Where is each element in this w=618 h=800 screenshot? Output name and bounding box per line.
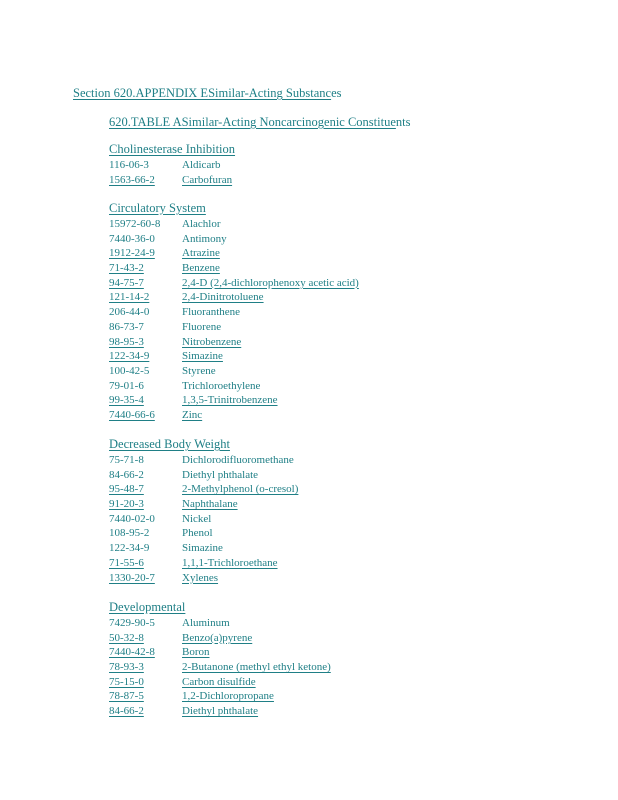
subtitle-underlined-text[interactable]: 620.TABLE ASimilar-Acting Noncarcinogenic Constitue (109, 115, 396, 129)
table-row (109, 276, 359, 291)
substance-name-link[interactable]: Boron (182, 646, 210, 659)
name-cell (182, 290, 264, 305)
substance-name-link[interactable]: 2,4-Dinitrotoluene (182, 291, 264, 304)
name-cell (182, 320, 221, 335)
cas-number-link[interactable]: 91-20-3 (109, 498, 144, 511)
cas-cell (109, 217, 182, 232)
cas-cell (109, 232, 182, 247)
table-row (109, 689, 331, 704)
substance-name-link[interactable]: 1,3,5-Trinitrobenzene (182, 394, 278, 407)
cas-cell (109, 320, 182, 335)
table-row (109, 408, 359, 423)
cas-cell (109, 556, 182, 571)
substance-name: Alachlor (182, 218, 221, 230)
cas-number: 7440-36-0 (109, 232, 155, 245)
cas-cell (109, 631, 182, 646)
substance-name: Dichlorodifluoromethane (182, 454, 294, 466)
name-cell (182, 173, 232, 188)
table-row (109, 571, 298, 586)
name-cell (182, 276, 359, 291)
cas-cell (109, 497, 182, 512)
name-cell (182, 453, 294, 468)
table-row (109, 232, 359, 247)
cas-number-link[interactable]: 78-87-5 (109, 690, 144, 703)
substance-name: Fluorene (182, 320, 222, 333)
table-row (109, 158, 235, 173)
cas-number-link[interactable]: 78-93-3 (109, 661, 144, 674)
section-heading-text: Circulatory System (109, 201, 206, 215)
cas-cell (109, 158, 182, 173)
cas-cell (109, 276, 182, 291)
table-row (109, 482, 298, 497)
name-cell (182, 497, 238, 512)
section-heading (109, 600, 331, 615)
name-cell (182, 349, 223, 364)
substance-name: Nickel (182, 512, 212, 525)
cas-number: 100-42-5 (109, 364, 150, 377)
name-cell (182, 571, 218, 586)
substance-name-link[interactable]: Benzo(a)pyrene (182, 631, 253, 644)
name-cell (182, 468, 258, 483)
cas-number: 116-06-3 (109, 159, 149, 171)
cas-cell (109, 482, 182, 497)
name-cell (182, 616, 230, 631)
name-cell (182, 335, 241, 350)
table-row (109, 675, 331, 690)
cas-cell (109, 393, 182, 408)
cas-cell (109, 335, 182, 350)
section-heading-text: Developmental (109, 600, 186, 614)
name-cell (182, 364, 216, 379)
cas-cell (109, 290, 182, 305)
section-heading (109, 201, 359, 216)
cas-number-link[interactable]: 71-43-2 (109, 262, 144, 275)
cas-cell (109, 364, 182, 379)
table-row (109, 453, 298, 468)
cas-number-link[interactable]: 1563-66-2 (109, 173, 155, 186)
cas-number-link[interactable]: 121-14-2 (109, 291, 150, 304)
cas-number-link[interactable]: 7440-42-8 (109, 646, 155, 659)
cas-number: 206-44-0 (109, 306, 150, 319)
substance-name: Simazine (182, 542, 223, 555)
section-decreased-body-weight (109, 437, 298, 585)
cas-number-link[interactable]: 94-75-7 (109, 276, 144, 289)
cas-number-link[interactable]: 1912-24-9 (109, 247, 155, 260)
substance-name-link[interactable]: Naphthalane (182, 498, 238, 511)
cas-cell (109, 571, 182, 586)
cas-cell (109, 246, 182, 261)
cas-number-link[interactable]: 84-66-2 (109, 705, 144, 718)
name-cell (182, 305, 240, 320)
section-developmental (109, 600, 331, 719)
cas-number: 79-01-6 (109, 379, 144, 392)
name-cell (182, 232, 227, 247)
cas-cell (109, 379, 182, 394)
table-row (109, 616, 331, 631)
table-row (109, 320, 359, 335)
table-row (109, 660, 331, 675)
name-cell (182, 556, 278, 571)
cas-cell (109, 541, 182, 556)
cas-number: 86-73-7 (109, 320, 144, 333)
cas-cell (109, 173, 182, 188)
cas-number: 75-71-8 (109, 454, 144, 466)
cas-cell (109, 468, 182, 483)
substance-name-link[interactable]: Carbofuran (182, 173, 233, 186)
cas-number-link[interactable]: 122-34-9 (109, 350, 150, 363)
name-cell (182, 512, 211, 527)
table-row (109, 379, 359, 394)
subtitle-rest-text: nts (395, 115, 411, 129)
substance-name: Aluminum (182, 617, 230, 629)
section-heading (109, 142, 235, 157)
table-row (109, 364, 359, 379)
table-row (109, 217, 359, 232)
cas-cell (109, 645, 182, 660)
section-cholinesterase-inhibition (109, 142, 235, 187)
cas-number: 7429-90-5 (109, 617, 155, 629)
substance-name-link[interactable]: 1,2-Dichloropropane (182, 690, 274, 703)
cas-number: 15972-60-8 (109, 218, 161, 230)
substance-name-link[interactable]: Zinc (182, 408, 203, 421)
cas-cell (109, 660, 182, 675)
table-row (109, 526, 298, 541)
name-cell (182, 158, 220, 173)
cas-number-link[interactable]: 7440-66-6 (109, 408, 155, 421)
name-cell (182, 645, 210, 660)
substance-name-link[interactable]: 2-Butanone (methyl ethyl ketone) (182, 661, 331, 674)
section-heading (109, 437, 298, 452)
cas-cell (109, 526, 182, 541)
substance-name: Phenol (182, 527, 213, 540)
cas-cell (109, 512, 182, 527)
substance-name: Styrene (182, 364, 216, 377)
title-underlined-text[interactable]: Section 620.APPENDIX ESimilar-Acting Substanc (73, 86, 332, 100)
name-cell (182, 379, 260, 394)
substance-name: Aldicarb (182, 159, 221, 171)
table-row (109, 290, 359, 305)
name-cell (182, 217, 220, 232)
cas-cell (109, 704, 182, 719)
section-circulatory-system (109, 201, 359, 423)
cas-number: 122-34-9 (109, 542, 150, 555)
name-cell (182, 631, 252, 646)
substance-name-link[interactable]: 2-Methylphenol (o-cresol) (182, 483, 299, 496)
cas-cell (109, 689, 182, 704)
substance-name-link[interactable]: 1,1,1-Trichloroethane (182, 556, 278, 569)
name-cell (182, 526, 213, 541)
table-row (109, 335, 359, 350)
table-row (109, 349, 359, 364)
table-row (109, 512, 298, 527)
cas-number-link[interactable]: 98-95-3 (109, 335, 144, 348)
table-row (109, 173, 235, 188)
cas-cell (109, 305, 182, 320)
cas-number-link[interactable]: 1330-20-7 (109, 571, 155, 584)
cas-number: 7440-02-0 (109, 512, 155, 525)
cas-cell (109, 616, 182, 631)
substance-name-link[interactable]: Atrazine (182, 247, 220, 260)
cas-cell (109, 261, 182, 276)
cas-number-link[interactable]: 50-32-8 (109, 631, 144, 644)
name-cell (182, 393, 278, 408)
substance-name: Trichloroethylene (182, 379, 261, 392)
substance-name: Diethyl phthalate (182, 468, 259, 481)
name-cell (182, 660, 331, 675)
name-cell (182, 261, 220, 276)
page-title[interactable] (73, 86, 342, 101)
table-row (109, 305, 359, 320)
name-cell (182, 704, 258, 719)
table-row (109, 631, 331, 646)
cas-number-link[interactable]: 71-55-6 (109, 556, 144, 569)
name-cell (182, 689, 274, 704)
section-heading-text: Cholinesterase Inhibition (109, 142, 236, 156)
name-cell (182, 246, 220, 261)
cas-number-link[interactable]: 75-15-0 (109, 675, 144, 688)
table-row (109, 556, 298, 571)
table-row (109, 246, 359, 261)
cas-cell (109, 408, 182, 423)
cas-number: 84-66-2 (109, 468, 144, 481)
substance-name-link[interactable]: Carbon disulfide (182, 675, 256, 688)
substance-name-link[interactable]: Nitrobenzene (182, 335, 242, 348)
substance-name-link[interactable]: Xylenes (182, 571, 219, 584)
cas-number: 108-95-2 (109, 527, 150, 540)
name-cell (182, 408, 202, 423)
name-cell (182, 541, 223, 556)
cas-cell (109, 349, 182, 364)
substance-name-link[interactable]: Diethyl phthalate (182, 705, 259, 718)
cas-number-link[interactable]: 95-48-7 (109, 483, 144, 496)
name-cell (182, 482, 298, 497)
name-cell (182, 675, 256, 690)
table-row (109, 468, 298, 483)
substance-name-link[interactable]: Benzene (182, 262, 220, 275)
cas-cell (109, 453, 182, 468)
substance-name-link[interactable]: Simazine (182, 350, 223, 363)
table-row (109, 704, 331, 719)
table-row (109, 261, 359, 276)
table-row (109, 541, 298, 556)
table-row (109, 393, 359, 408)
section-heading-text: Decreased Body Weight (109, 437, 230, 451)
title-rest-text: es (331, 86, 342, 100)
table-row (109, 645, 331, 660)
table-title[interactable] (109, 115, 410, 130)
cas-number-link[interactable]: 99-35-4 (109, 394, 144, 407)
table-row (109, 497, 298, 512)
substance-name-link[interactable]: 2,4-D (2,4-dichlorophenoxy acetic acid) (182, 276, 359, 289)
substance-name: Antimony (182, 232, 227, 245)
cas-cell (109, 675, 182, 690)
substance-name: Fluoranthene (182, 306, 241, 319)
